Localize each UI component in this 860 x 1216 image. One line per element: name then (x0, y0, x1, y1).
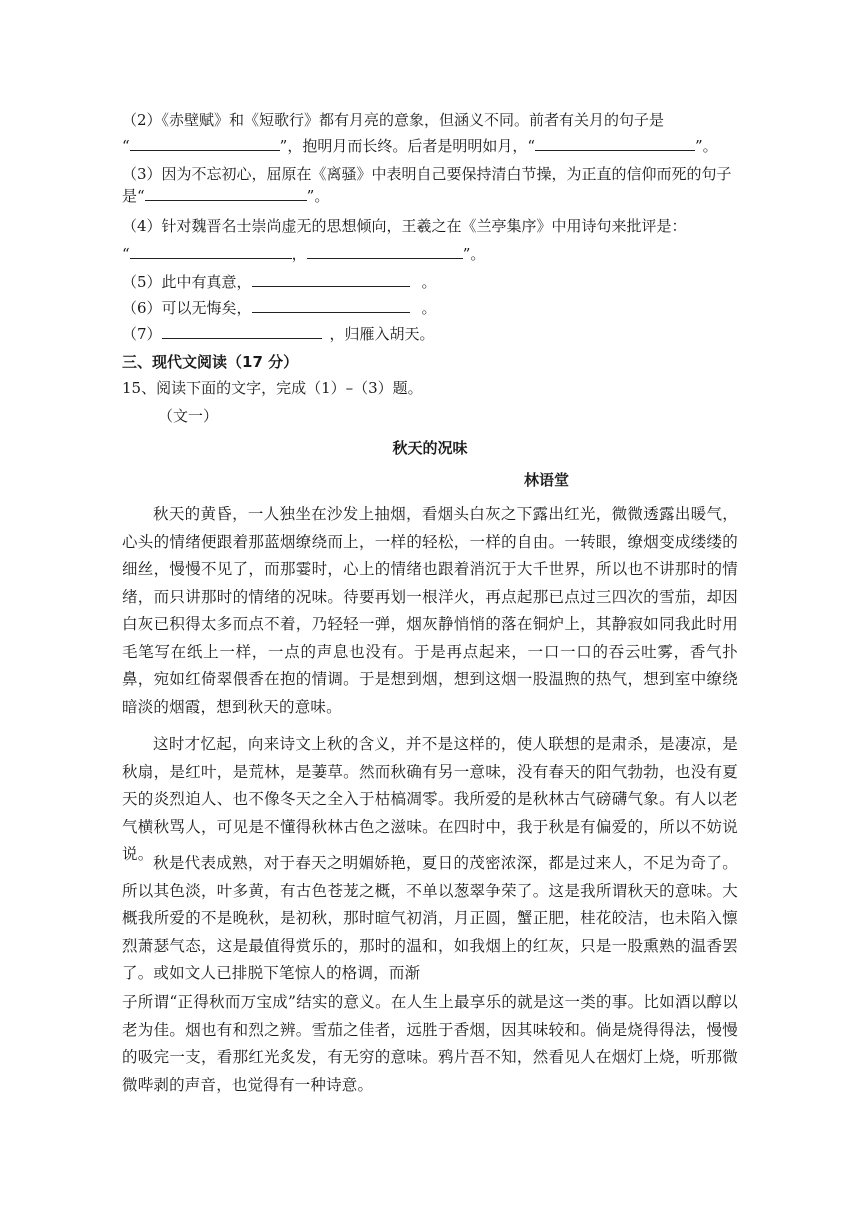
article-paragraph-3-continued: 子所谓“正得秋而万宝成”结实的意义。在人生上最享乐的就是这一类的事。比如酒以醇以老为佳。烟也有和烈之辨。雪茄之佳者，远胜于香烟，因其味较和。倘是烧得得法，慢慢的吸完一支，看那红光炙发，有无穷的意味。鸦片吾不知，然看见人在烟灯上烧，听那微微哔剥的声音，也觉得有一种诗意。 (122, 993, 738, 1094)
article-paragraph-1: 秋天的黄昏，一人独坐在沙发上抽烟，看烟头白灰之下露出红光，微微透露出暖气，心头的情绪便跟着那蓝烟缭绕而上，一样的轻松，一样的自由。一转眼，缭烟变成缕缕的细丝，慢慢不见了，而那霎时，心上的情绪也跟着消沉于大千世界，所以也不讲那时的情绪，而只讲那时的情绪的况味。待要再划一根洋火，再点起那已点过三四次的雪茄，却因白灰已积得太多而点不着，乃轻轻一弹，烟灰静悄悄的落在铜炉上，其静寂如同我此时用毛笔写在纸上一样，一点的声息也没有。于是再点起来，一口一口的吞云吐雾，香气扑鼻，宛如红倚翠偎香在抱的情调。于是想到烟，想到这烟一股温煦的热气，想到室中缭绕暗淡的烟霞，想到秋天的意味。 (122, 505, 738, 716)
q3-blank[interactable] (145, 186, 307, 201)
q2-open-quote: “ (122, 137, 130, 155)
q2-line2 (122, 136, 738, 156)
q4-separator: ， (291, 245, 307, 263)
q4-blank-1[interactable] (130, 244, 292, 259)
q7-suffix: ，归雁入胡天。 (329, 325, 435, 343)
q5-line (122, 272, 738, 292)
q3-line1: （3）因为不忘初心，屈原在《离骚》中表明自己要保持清白节操，为正直的信仰而死的句子 (122, 165, 732, 183)
article-author: 林语堂 (524, 471, 570, 489)
article-paragraph-3: 秋是代表成熟，对于春天之明媚娇艳，夏日的茂密浓深，都是过来人，不足为奇了。所以其色淡，叶多黄，有古色苍茏之概，不单以葱翠争荣了。这是我所谓秋天的意味。大概我所爱的不是晚秋，是初秋，那时暄气初消，月正圆，蟹正肥，桂花皎洁，也未陷入懔烈萧瑟气态，这是最值得赏乐的，那时的温和，如我烟上的红灰，只是一股熏熟的温香罢了。或如文人已排脱下笔惊人的格调，而渐 (122, 854, 738, 982)
q7-line (122, 324, 738, 344)
q3-line2 (122, 186, 738, 206)
q15-intro: 15、阅读下面的文字，完成（1）–（3）题。 (122, 379, 423, 397)
q2-blank-1[interactable] (130, 136, 280, 151)
q6-line (122, 298, 738, 318)
q15-sub: （文一） (158, 407, 219, 425)
q4-line1: （4）针对魏晋名士崇尚虚无的思想倾向，王羲之在《兰亭集序》中用诗句来批评是： (122, 217, 687, 235)
q6-blank[interactable] (252, 298, 410, 313)
q4-open-quote: “ (122, 245, 130, 263)
q4-blank-2[interactable] (307, 244, 463, 259)
q5-blank[interactable] (252, 272, 410, 287)
q2-middle-text: ”，抱明月而长终。后者是明明如月，“ (279, 137, 536, 155)
q3-close-quote: ”。 (306, 187, 330, 205)
q6-prefix: （6）可以无悔矣， (122, 299, 252, 317)
q6-suffix: 。 (421, 299, 437, 317)
q7-prefix: （7） (122, 325, 162, 343)
q2-close-quote: ”。 (695, 137, 718, 155)
q2-line1: （2）《赤壁赋》和《短歌行》都有月亮的意象，但涵义不同。前者有关月的句子是 (122, 111, 665, 129)
section-heading: 三、现代文阅读（17 分） (122, 353, 299, 371)
q5-prefix: （5）此中有真意， (122, 273, 252, 291)
q4-close-quote: ”。 (462, 245, 486, 263)
q3-open-quote: 是“ (122, 187, 145, 205)
q7-blank[interactable] (162, 324, 322, 339)
q5-suffix: 。 (421, 273, 437, 291)
article-title: 秋天的况味 (392, 439, 468, 457)
q4-line2 (122, 244, 738, 264)
article-paragraph-2: 这时才忆起，向来诗文上秋的含义，并不是这样的，使人联想的是肃杀，是凄凉，是秋扇，是红叶，是荒林，是萋草。然而秋确有另一意味，没有春天的阳气勃勃，也没有夏天的炎烈迫人、也不像冬天之全入于枯槁凋零。我所爱的是秋林古气磅礴气象。有人以老气横秋骂人，可见是不懂得秋林古色之滋味。在四时中，我于秋是有偏爱的，所以不妨说说。 (122, 735, 738, 863)
q2-blank-2[interactable] (535, 136, 695, 151)
